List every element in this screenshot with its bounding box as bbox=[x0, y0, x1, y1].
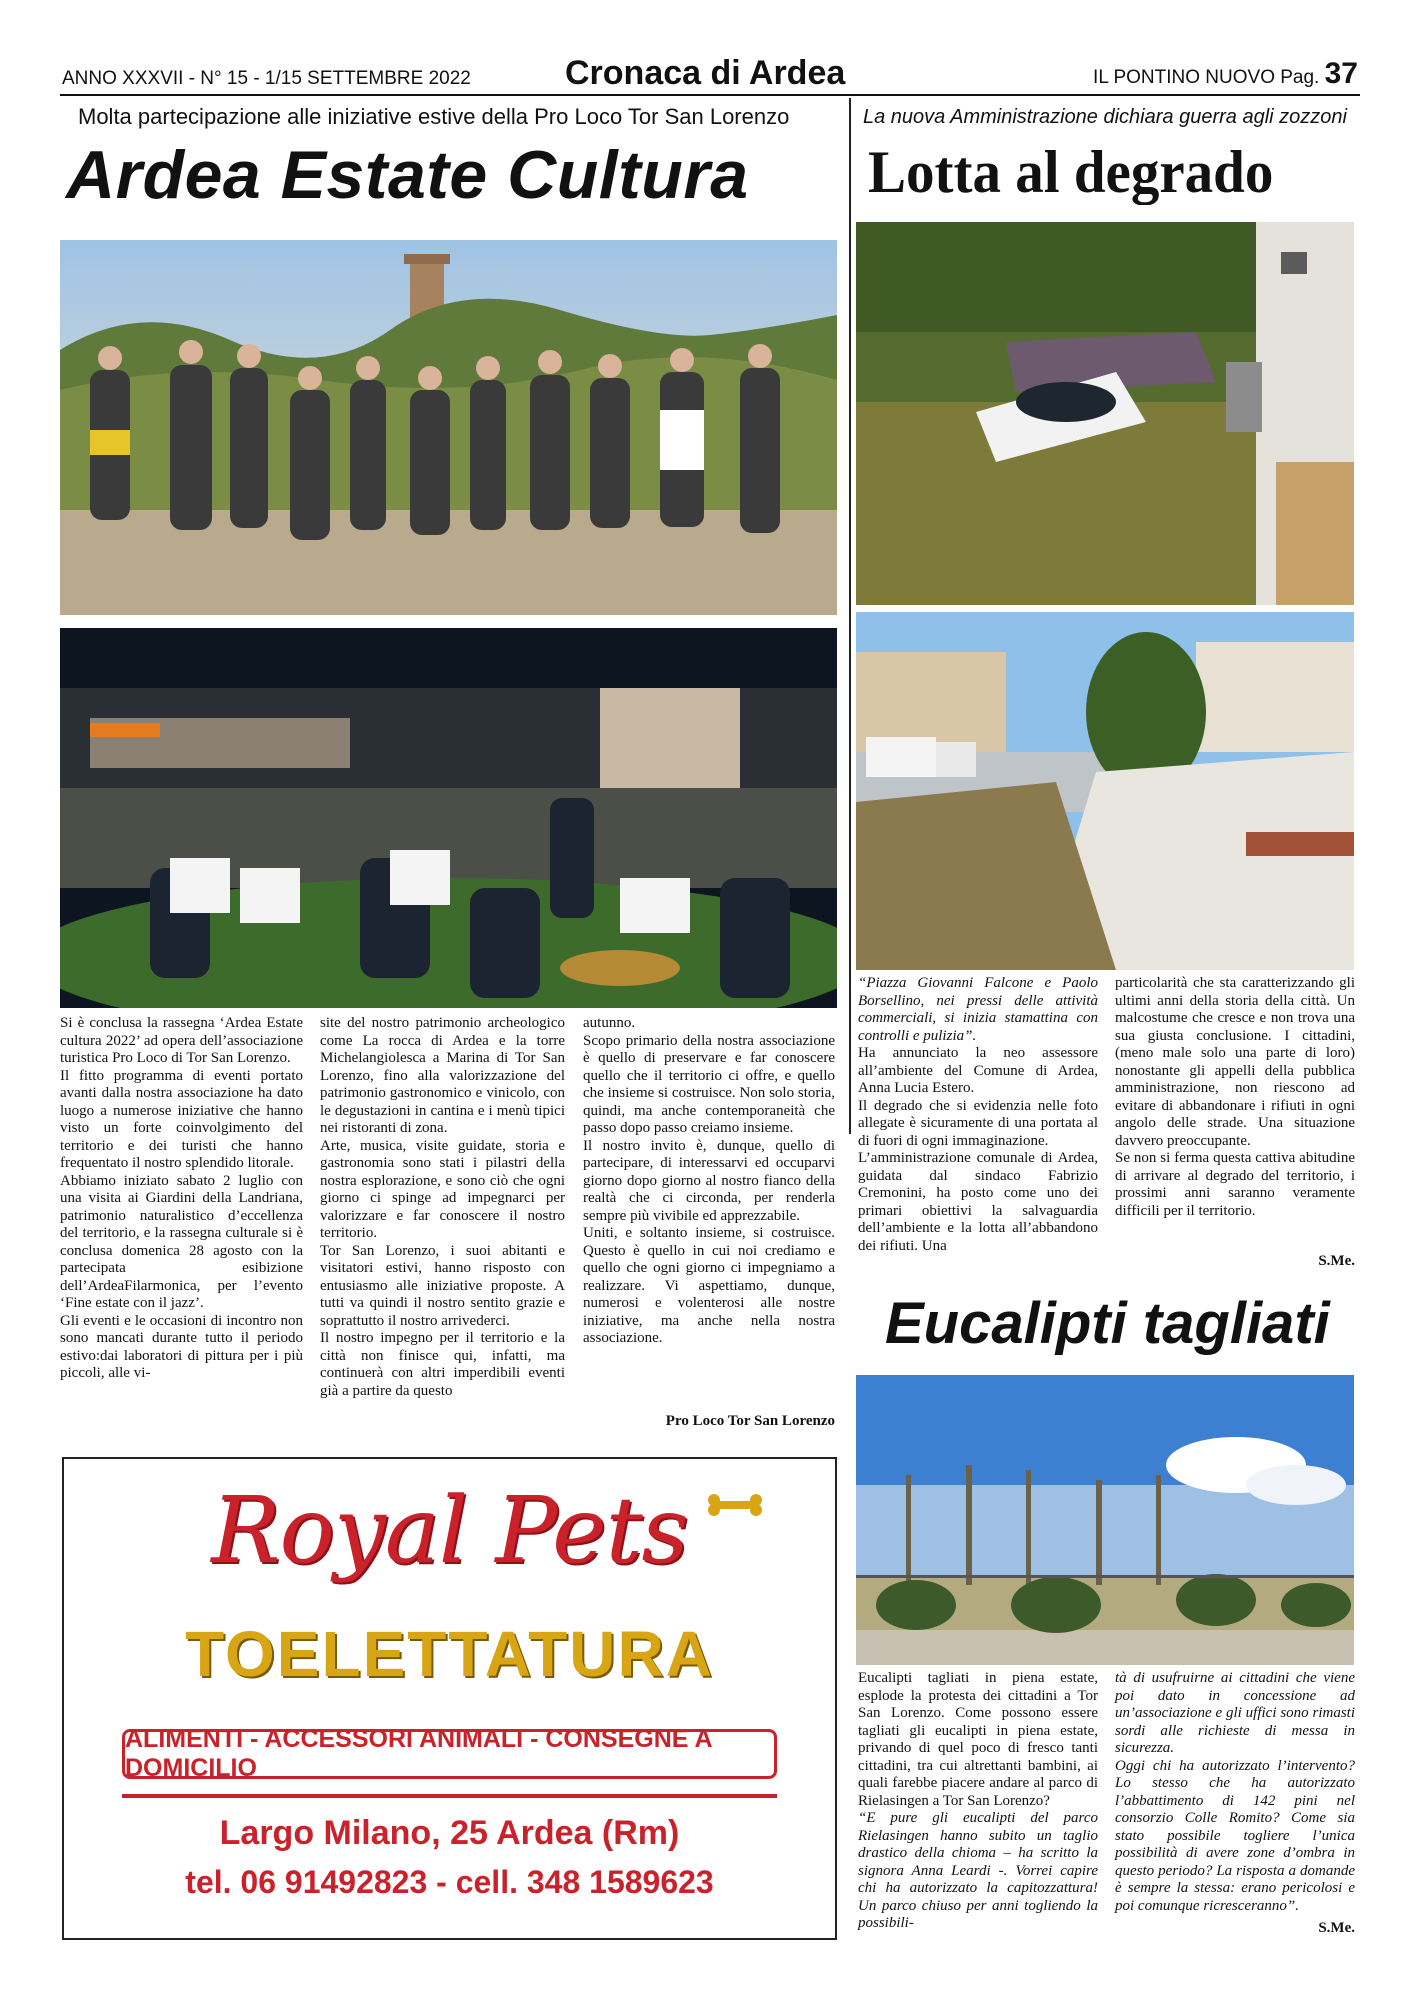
right-headline: Lotta al degrado bbox=[868, 139, 1274, 205]
right-col-2: particolarità che sta caratterizzando gli ultimi anni della storia della città. Un malcostume che cresce e non trova una sua giusta conclusione. I cittadini, (meno male solo una parte di loro) nonostante gli appelli della pubblica amministrazione, non riescono ad evitare di abbandonare i rifiuti in ogni angolo delle strade. Una situazione davvero preoccupante. Se non si ferma questa cattiva abitudine di arrivare al degrado del territorio, i prossimi anni saranno veramente difficili per il territorio. bbox=[1115, 975, 1355, 1219]
ad-service: TOELETTATURA bbox=[185, 1618, 714, 1690]
bone-icon bbox=[706, 1494, 764, 1516]
left-signature: Pro Loco Tor San Lorenzo bbox=[665, 1413, 835, 1429]
page-number: 37 bbox=[1324, 57, 1358, 90]
left-headline: Ardea Estate Cultura bbox=[66, 137, 749, 213]
section-title: Cronaca di Ardea bbox=[565, 54, 846, 92]
trees-photo bbox=[856, 1375, 1354, 1665]
ad-phone: tel. 06 91492823 - cell. 348 1589623 bbox=[185, 1864, 714, 1900]
concert-photo bbox=[60, 628, 837, 1008]
ad-divider bbox=[122, 1794, 777, 1798]
right-col-1: “Piazza Giovanni Falcone e Paolo Borsellino, nei pressi delle attività commerciali, si inizia stamattina con controlli e pulizia”. Ha annunciato la neo assessore all’ambiente del Comune di Ardea, Anna Lucia Estero. Il degrado che si evidenzia nelle foto allegate è sicuramente di una portata al di fuori di ogni immaginazione. L’amministrazione comunale di Ardea, guidata dal sindaco Fabrizio Cremonini, ha posto come uno dei primari obiettivi la salvaguardia dell’ambiente e la lotta all’abbandono dei rifiuti. Una bbox=[858, 975, 1098, 1254]
left-col-3: autunno. Scopo primario della nostra associazione è quello di preservare e far conoscere quello che il territorio ci offre, e quello che insieme si costruisce. Non solo storia, quindi, ma anche contemporaneità che passo dopo passo creiamo insieme. Il nostro invito è, dunque, quello di partecipare, di interessarvi ed occuparvi giorno dopo giorno al nostro fianco della realtà che ci circonda, per renderla sempre più vivibile ed apprezzabile. Uniti, e soltanto insieme, si costruisce. Questo è quello in cui noi crediamo e quello che ogni giorno ci impegniamo a realizzare. Vi aspettiamo, dunque, numerosi e volenterosi alle nostre iniziative, ma anche nella nostra associazione. bbox=[583, 1015, 835, 1346]
masthead bbox=[60, 56, 1360, 96]
issue-info: ANNO XXXVII - N° 15 - 1/15 SETTEMBRE 2022 bbox=[62, 68, 471, 89]
eucalipti-col-2: tà di usufruirne ai cittadini che viene poi dato in concessione ad un’associazione e gli uffici sono rimasti sordi alle richieste di messa in sicurezza. Oggi chi ha autorizzato l’intervento? Lo stesso che ha autorizzato l’abbattimento di 142 pini nel consorzio Colle Romito? Come sia stato possibile togliere l’unica possibilità di avere zone d’ombra in questo periodo? La risposta a domande è sempre la stessa: erano pericolosi e poi comunque ricresceranno”. bbox=[1115, 1670, 1355, 1914]
left-col-2: site del nostro patrimonio archeologico come La rocca di Ardea e la torre Michelangiolesca a Marina di Tor San Lorenzo, fino alla valorizzazione del patrimonio gastronomico e vinicolo, con le degustazioni in cantina e i menù tipici nei ristoranti di zona. Arte, musica, visite guidate, storia e gastronomia sono stati i pilastri della nostra esplorazione, e sono ciò che ogni giorno ci spinge ad impegnarci per valorizzare e far conoscere il nostro territorio. Tor San Lorenzo, i suoi abitanti e visitatori estivi, hanno risposto con entusiasmo alle iniziative proposte. A tutti va quindi il nostro sentito grazie e soprattutto il nostro arrivederci. Il nostro impegno per il territorio e la città non finisce qui, infatti, ma continuerà con altri imperdibili eventi già a partire da questo bbox=[320, 1015, 565, 1399]
ad-brand: Royal Pets bbox=[211, 1477, 688, 1584]
left-kicker: Molta partecipazione alle iniziative estive della Pro Loco Tor San Lorenzo bbox=[78, 104, 790, 129]
paper-name: IL PONTINO NUOVO Pag. bbox=[1093, 67, 1320, 88]
ad-products-band: ALIMENTI - ACCESSORI ANIMALI - CONSEGNE A DOMICILIO bbox=[122, 1729, 777, 1779]
left-col-1: Si è conclusa la rassegna ‘Ardea Estate cultura 2022’ ad opera dell’associazione turistica Pro Loco di Tor San Lorenzo. Il fitto programma di eventi portato avanti dalla nostra associazione ha dato luogo a numerose iniziative che hanno visto un forte coinvolgimento del territorio e dei turisti che hanno frequentato il nostro splendido litorale. Abbiamo iniziato sabato 2 luglio con una visita ai Giardini della Landriana, patrimonio naturalistico d’eccellenza del territorio, e la rassegna culturale si è conclusa domenica 28 agosto con la partecipata esibizione dell’ArdeaFilarmonica, per l’evento ‘Fine estate con il jazz’. Gli eventi e le occasioni di incontro non sono mancati durante tutto il periodo estivo:dai laboratori di pittura per i più piccoli, alle vi- bbox=[60, 1015, 303, 1381]
ad-address: Largo Milano, 25 Ardea (Rm) bbox=[219, 1814, 680, 1852]
column-rule bbox=[849, 98, 851, 1134]
eucalipti-signature: S.Me. bbox=[1318, 1920, 1355, 1936]
eucalipti-col-1: Eucalipti tagliati in piena estate, esplode la protesta dei cittadini a Tor San Lorenzo. Come possono essere tagliati gli eucalipti in piena estate, privando di quel poco di fresco tanti cittadini, tra cui altrettanti bambini, ai quali farebbe piacere andare al parco di Rielasingen a Tor San Lorenzo? “E pure gli eucalipti del parco Rielasingen hanno subito un taglio drastico della chioma – ha scritto la signora Anna Leardi -. Vorrei capire chi ha autorizzato la capitozzattura! Un parco chiuso per anni togliendo la possibili- bbox=[858, 1670, 1098, 1931]
paper-and-page bbox=[1093, 57, 1358, 91]
street-photo bbox=[856, 612, 1354, 970]
waste-photo bbox=[856, 222, 1354, 605]
right-kicker: La nuova Amministrazione dichiara guerra agli zozzoni bbox=[863, 106, 1347, 128]
group-photo bbox=[60, 240, 837, 615]
eucalipti-headline: Eucalipti tagliati bbox=[885, 1291, 1330, 1356]
right-signature: S.Me. bbox=[1318, 1253, 1355, 1269]
royal-pets-advert bbox=[62, 1457, 837, 1940]
